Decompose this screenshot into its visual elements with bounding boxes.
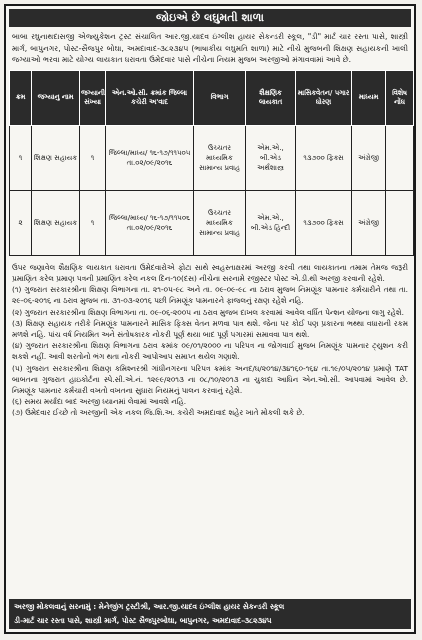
column-header: જગ્યાનુ નામ — [32, 70, 80, 125]
column-header: માસિકવેતન/ પગાર ધોરણ — [296, 70, 352, 125]
table-cell: જિલ્લા/માધ્ય/ ૧૬-૧૭/૧૧૫૦૫ તા.૦૨/૦૯/૨૦૧૬ — [106, 125, 194, 190]
table-cell: ૧ — [80, 190, 106, 255]
table-row — [10, 125, 414, 190]
condition-item: (૨) ગુજરાત સરકારશ્રીના શિક્ષણ વિભાગના તા. ૦૯-૦૬-૨૦૦૫ ના ઠરાવ મુજબ દાખલ કરવામાં આવેલ વર્ધિત પેન્શન યોજના લાગુ રહેશે. — [12, 307, 404, 317]
condition-item: (૫) ગુજરાત સરકારશ્રીના શિક્ષણ કમિશ્નરશ્રી ગાંધીનગરના પરિપત્ર ક્રમાંક અનદ/ધ/૨૦૧૪/૩૪૧૬૦-૧૬૪ તા.૧૯/૦૫/૨૦૧૪ પ્રમાણે TAT બાબતના ગુજરાત હાઇકોર્ટના સ્પે.સી.એ.નં. ૧૨૯૯/૨૦૧૩ ના ૦૮/૧૦/૨૦૧૩ ના ચુકાદા આધિન એન.ઓ.સી. આપવામાં આવેલ છે. નિમણૂંક પામનાર કર્મચારી વખતો વખતના સુધારા નિયમનું પાલન કરવાનું રહેશે. — [12, 363, 408, 396]
conditions-section — [12, 262, 408, 419]
table-header-row — [10, 70, 414, 125]
table-cell: ૨ — [10, 190, 32, 255]
table-cell — [386, 190, 414, 255]
table-cell: અંગ્રેજી — [352, 190, 386, 255]
condition-item: (૪) ગુજરાત સરકારશ્રીના શિક્ષણ વિભાગના ઠરાવ ક્રમાંક ૦૯/૦૧/૨૦૦૦ ના પરિપત્ર ના જોગવાઈ મુજબ નિમણૂંક પામનાર ટ્યુશન કરી શકશે નહીં. આવી શરતોનો ભંગ થતા નોકરી આપોઆપ સમાપ્ત થયેલ ગણાશે. — [12, 341, 408, 362]
table-cell: અંગ્રેજી — [352, 125, 386, 190]
condition-item: (૬) સમય મર્યાદા બાદ અરજી ધ્યાનમાં લેવામાં આવશે નહિ. — [12, 397, 187, 407]
column-header: ક્રમ — [10, 70, 32, 125]
advertisement-page — [4, 4, 416, 634]
column-header: વિશેષ નોંધ — [386, 70, 414, 125]
column-header: વિભાગ — [194, 70, 246, 125]
table-row — [10, 190, 414, 255]
table-cell: શિક્ષણ સહાયક — [32, 125, 80, 190]
intro-paragraph: બાબા રઘુનાથદાસજી એજ્યુકેશન ટ્રસ્ટ સંચાલિત આર.જી.યાદવ ઇંગ્લીશ હાયર સેકન્ડરી સ્કૂલ, "ડી" માર્ટ ચાર રસ્તા પાસે, શાસ્ત્રી માર્ગ, બાપુનગર, પોસ્ટ-સૈજપુર બોઘા, અમદાવાદ-૩૮૨૩૪૫ (ભાષાકીય લઘુમતિ શાળા) માટે નીચે મુજબની શિક્ષણ સહાયકની ખાલી જગ્યાઓ ભરવા માટે યોગ્ય લાયકાત ધરાવતા ઉમેદવાર પાસે નીચેના નિયમ મુજબ અરજીઓ મંગાવવામાં આવે છે. — [12, 32, 408, 65]
address-footer — [9, 599, 411, 629]
column-header: શૈક્ષણિક લાયકાત — [246, 70, 296, 125]
table-cell: ૧૩૭૦૦ ફિક્સ — [296, 125, 352, 190]
address-line: અરજી મોકલવાનું સરનામું : મેનેજીંગ ટ્રસ્ટીશ્રી, આર.જી.યાદવ ઇંગ્લીશ હાયર સેકન્ડરી સ્કૂલ — [14, 602, 285, 611]
table-cell — [386, 125, 414, 190]
table-cell: ૧ — [10, 125, 32, 190]
application-instructions: ઉપર જણાવેલ શૈક્ષણિક લાયકાત ધરાવતા ઉમેદવારોએ ફોટા સાથે સ્વહસ્તાક્ષરમાં અરજી કરવી તથા લાયકાતના તમામ તેમજ જરૂરી પ્રમાણિત કરેલ પ્રમાણ પત્રની પ્રમાણિત કરેલ નકલ દિન-૧૦(દસ) નીચેના સરનામે રજીસ્ટર પોસ્ટ એ.ડી.થી અરજી કરવાની રહેશે. — [12, 262, 408, 283]
table-cell: જિલ્લા/માધ્ય/ ૧૬-૧૭/૧૧૫૦૬ તા.૦૨/૦૯/૨૦૧૬ — [106, 190, 194, 255]
condition-item: (૧) ગુજરાત સરકારશ્રીના શિક્ષણ વિભાગના તા. ૨૧-૦૫-૯૮ અને તા. ૦૯-૦૯-૯૮ ના ઠરાવ મુજબ નિમણૂંક પામનાર કર્મચારીને તથા તા. ૨૯-૦૬-૨૦૧૬ ના ઠરાવ મુજબ તા. ૩૧-૦૩-૨૦૧૬ પછી નિમણૂંક પામનારને ફાજલનું રક્ષણ રહેશે નહિ. — [12, 285, 408, 306]
table-cell: ૧૩૭૦૦ ફિક્સ — [296, 190, 352, 255]
column-header: માધ્યમ — [352, 70, 386, 125]
address-line: ડી-માર્ટ ચાર રસ્તા પાસે, શાસ્ત્રી માર્ગ, પોસ્ટ સૈજપુરબોઘા, બાપુનગર, અમદાવાદ-૩૮૨૩૪૫ — [14, 616, 272, 625]
table-cell: એમ.એ., બી.એડ હિન્દી — [246, 190, 296, 255]
table-cell: ૧ — [80, 125, 106, 190]
table-cell: શિક્ષણ સહાયક — [32, 190, 80, 255]
condition-item: (૭) ઉમેદવાર ઈચ્છે તો અરજીની એક નકલ જિ.શિ.અ. કચેરી અમદાવાદ શહેર ખાતે મોકલી શકે છે. — [12, 408, 305, 418]
advertisement-title: જોઇએ છે લઘુમતી શાળા — [9, 9, 411, 27]
column-header: જગ્યાની સંખ્યા — [80, 70, 106, 125]
table-cell: ઉચ્ચતર માધ્યમિક સામાન્ય પ્રવાહ — [194, 190, 246, 255]
table-cell: ઉચ્ચતર માધ્યમિક સામાન્ય પ્રવાહ — [194, 125, 246, 190]
vacancy-table — [9, 70, 414, 256]
table-cell: એમ.એ., બી.એડ અર્થશાસ્ત્ર — [246, 125, 296, 190]
column-header: એન.ઓ.સી. ક્રમાંક જિલ્લા કચેરી અ'વાદ — [106, 70, 194, 125]
condition-item: (૩) શિક્ષણ સહાયક તરીકે નિમણૂંક પામનારને માસિક ફિક્સ વેતન મળવા પાત્ર થશે. જેના પર કોઈ પણ પ્રકારના ભથ્થા વધારાની રકમ મળશે નહિ. પાંચ વર્ષ નિયમિત અને સંતોષકારક નોકરી પૂર્ણ થયા બાદ પૂર્ણ પગારમાં સમાવવા પાત્ર થશે. — [12, 318, 408, 339]
